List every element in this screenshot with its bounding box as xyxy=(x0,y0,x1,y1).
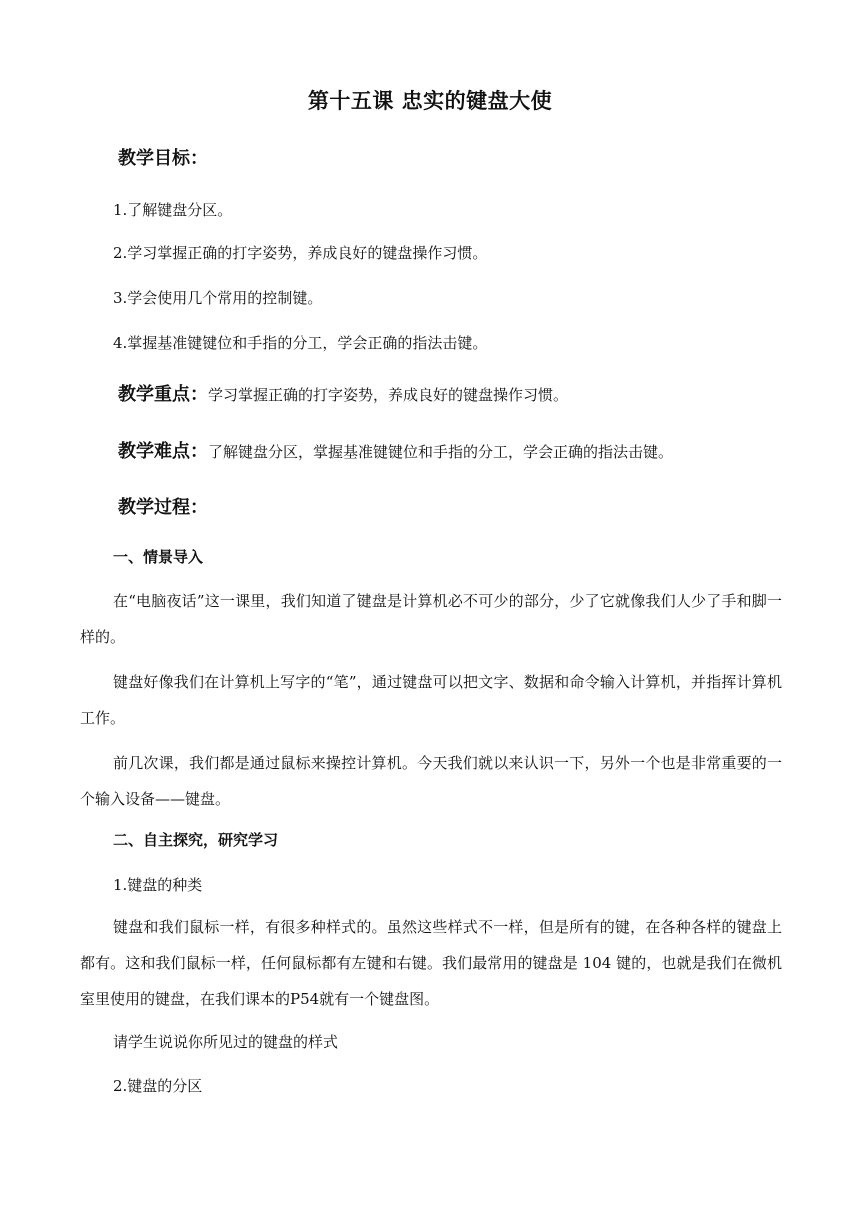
objective-item: 3.学会使用几个常用的控制键。 xyxy=(113,289,323,307)
difficulty-text: 了解键盘分区，掌握基准键键位和手指的分工，学会正确的指法击键。 xyxy=(208,443,674,461)
objective-item: 4.掌握基准键键位和手指的分工，学会正确的指法击键。 xyxy=(113,334,488,352)
process-heading: 教学过程： xyxy=(118,497,208,518)
paragraph: 在“电脑夜话”这一课里，我们知道了键盘是计算机必不可少的部分，少了它就像我们人少了手和脚一样的。 xyxy=(80,592,782,646)
objective-item: 1.了解键盘分区。 xyxy=(113,201,233,219)
objective-item: 2.学习掌握正确的打字姿势，养成良好的键盘操作习惯。 xyxy=(113,244,488,262)
difficulty-row xyxy=(118,439,673,465)
prompt-text: 请学生说说你所见过的键盘的样式 xyxy=(113,1033,339,1051)
key-point-text: 学习掌握正确的打字姿势，养成良好的键盘操作习惯。 xyxy=(208,386,569,404)
subsection2-heading: 2.键盘的分区 xyxy=(113,1077,203,1095)
section2-heading: 二、自主探究，研究学习 xyxy=(113,831,279,849)
paragraph: 键盘和我们鼠标一样，有很多种样式的。虽然这些样式不一样，但是所有的键，在各种各样的键盘上都有。这和我们鼠标一样，任何鼠标都有左键和右键。我们最常用的键盘是 104 键的，也就是我们在微机室里使用的键盘，在我们课本的P54就有一个键盘图。 xyxy=(80,918,782,1008)
paragraph: 键盘好像我们在计算机上写字的“笔”，通过键盘可以把文字、数据和命令输入计算机，并指挥计算机工作。 xyxy=(80,673,782,727)
paragraph: 前几次课，我们都是通过鼠标来操控计算机。今天我们就以来认识一下，另外一个也是非常重要的一个输入设备——键盘。 xyxy=(80,754,782,808)
subsection1-heading: 1.键盘的种类 xyxy=(113,876,203,894)
lesson-title: 第十五课 忠实的键盘大使 xyxy=(307,89,553,113)
difficulty-label: 教学难点： xyxy=(118,441,208,462)
section1-heading: 一、情景导入 xyxy=(113,548,204,566)
objectives-heading: 教学目标： xyxy=(118,148,208,169)
key-point-label: 教学重点： xyxy=(118,384,208,405)
key-point-row xyxy=(118,382,568,408)
